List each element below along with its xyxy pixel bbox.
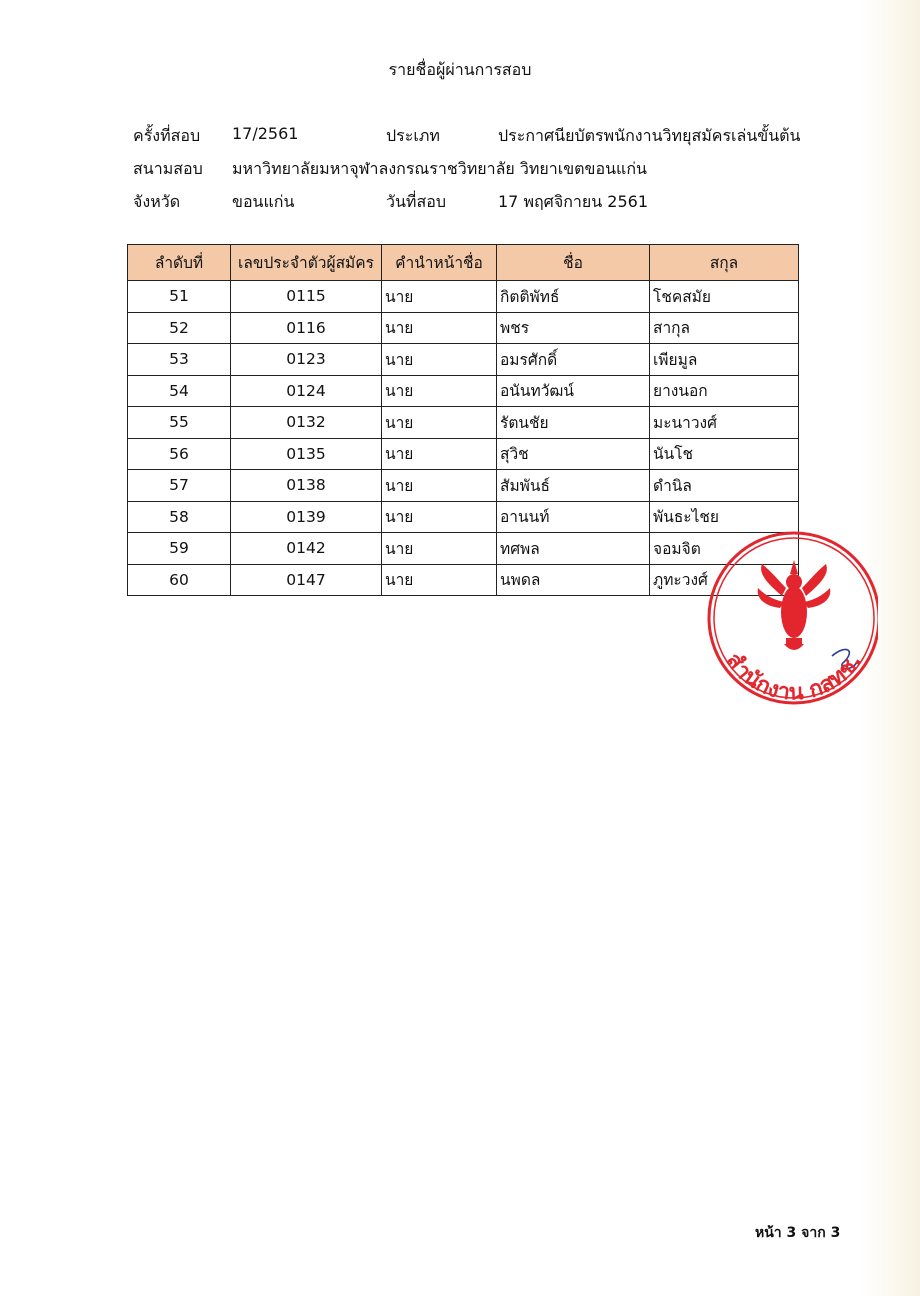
table-header-row bbox=[128, 245, 799, 281]
cell-applicant-id: 0138 bbox=[231, 470, 382, 502]
type-value: ประกาศนียบัตรพนักงานวิทยุสมัครเล่นขั้นต้น bbox=[498, 126, 801, 145]
cell-prefix: นาย bbox=[382, 281, 497, 313]
cell-prefix: นาย bbox=[382, 501, 497, 533]
province-label: จังหวัด bbox=[133, 192, 181, 211]
cell-last-name: พันธะไชย bbox=[650, 501, 799, 533]
cell-order: 58 bbox=[128, 501, 231, 533]
round-value: 17/2561 bbox=[232, 124, 299, 143]
cell-first-name: อนันทวัฒน์ bbox=[497, 375, 650, 407]
cell-applicant-id: 0115 bbox=[231, 281, 382, 313]
table-row bbox=[128, 501, 799, 533]
cell-last-name: นันโช bbox=[650, 438, 799, 470]
header-order: ลำดับที่ bbox=[128, 245, 231, 281]
cell-order: 51 bbox=[128, 281, 231, 313]
cell-last-name: โชคสมัย bbox=[650, 281, 799, 313]
cell-applicant-id: 0116 bbox=[231, 312, 382, 344]
cell-last-name: จอมจิต bbox=[650, 533, 799, 565]
page-number: หน้า 3 จาก 3 bbox=[755, 1225, 841, 1241]
table-row bbox=[128, 344, 799, 376]
cell-first-name: นพดล bbox=[497, 564, 650, 596]
stamp-text: สำนักงาน กสทช. bbox=[720, 648, 868, 706]
type-label: ประเภท bbox=[386, 126, 440, 145]
cell-order: 52 bbox=[128, 312, 231, 344]
document-title: รายชื่อผู้ผ่านการสอบ bbox=[388, 60, 532, 79]
date-value: 17 พฤศจิกายน 2561 bbox=[498, 192, 648, 211]
header-last-name: สกุล bbox=[650, 245, 799, 281]
round-label: ครั้งที่สอบ bbox=[133, 126, 201, 145]
cell-applicant-id: 0123 bbox=[231, 344, 382, 376]
cell-first-name: รัตนชัย bbox=[497, 407, 650, 439]
cell-applicant-id: 0139 bbox=[231, 501, 382, 533]
office-seal-stamp bbox=[706, 516, 878, 732]
table-row bbox=[128, 312, 799, 344]
venue-value: มหาวิทยาลัยมหาจุฬาลงกรณราชวิทยาลัย วิทยาเขตขอนแก่น bbox=[232, 159, 647, 178]
cell-order: 54 bbox=[128, 375, 231, 407]
garuda-emblem-icon bbox=[758, 560, 831, 650]
table-row bbox=[128, 564, 799, 596]
cell-applicant-id: 0142 bbox=[231, 533, 382, 565]
cell-order: 53 bbox=[128, 344, 231, 376]
cell-last-name: สากุล bbox=[650, 312, 799, 344]
cell-first-name: สุวิช bbox=[497, 438, 650, 470]
cell-prefix: นาย bbox=[382, 344, 497, 376]
header-applicant-id: เลขประจำตัวผู้สมัคร bbox=[231, 245, 382, 281]
cell-prefix: นาย bbox=[382, 312, 497, 344]
date-label: วันที่สอบ bbox=[386, 192, 446, 211]
cell-first-name: กิตติพัทธ์ bbox=[497, 281, 650, 313]
cell-last-name: เพียมูล bbox=[650, 344, 799, 376]
cell-last-name: ยางนอก bbox=[650, 375, 799, 407]
cell-prefix: นาย bbox=[382, 375, 497, 407]
cell-applicant-id: 0132 bbox=[231, 407, 382, 439]
cell-order: 60 bbox=[128, 564, 231, 596]
table-row bbox=[128, 375, 799, 407]
table-body bbox=[128, 281, 799, 596]
cell-first-name: พชร bbox=[497, 312, 650, 344]
cell-last-name: ภูทะวงศ์ bbox=[650, 564, 799, 596]
header-first-name: ชื่อ bbox=[497, 245, 650, 281]
cell-prefix: นาย bbox=[382, 470, 497, 502]
cell-applicant-id: 0147 bbox=[231, 564, 382, 596]
cell-order: 55 bbox=[128, 407, 231, 439]
cell-order: 56 bbox=[128, 438, 231, 470]
cell-first-name: อมรศักดิ์ bbox=[497, 344, 650, 376]
svg-text:สำนักงาน กสทช. bbox=[721, 648, 867, 705]
venue-label: สนามสอบ bbox=[133, 159, 203, 178]
cell-prefix: นาย bbox=[382, 533, 497, 565]
province-value: ขอนแก่น bbox=[232, 192, 295, 211]
cell-prefix: นาย bbox=[382, 407, 497, 439]
cell-first-name: ทศพล bbox=[497, 533, 650, 565]
cell-order: 57 bbox=[128, 470, 231, 502]
header-prefix: คำนำหน้าชื่อ bbox=[382, 245, 497, 281]
table-row bbox=[128, 281, 799, 313]
table-row bbox=[128, 470, 799, 502]
cell-first-name: อานนท์ bbox=[497, 501, 650, 533]
cell-order: 59 bbox=[128, 533, 231, 565]
cell-first-name: สัมพันธ์ bbox=[497, 470, 650, 502]
table-row bbox=[128, 533, 799, 565]
results-table bbox=[127, 244, 799, 596]
cell-applicant-id: 0124 bbox=[231, 375, 382, 407]
table-row bbox=[128, 407, 799, 439]
cell-applicant-id: 0135 bbox=[231, 438, 382, 470]
cell-prefix: นาย bbox=[382, 564, 497, 596]
cell-last-name: ดำนิล bbox=[650, 470, 799, 502]
table-row bbox=[128, 438, 799, 470]
cell-last-name: มะนาวงศ์ bbox=[650, 407, 799, 439]
cell-prefix: นาย bbox=[382, 438, 497, 470]
